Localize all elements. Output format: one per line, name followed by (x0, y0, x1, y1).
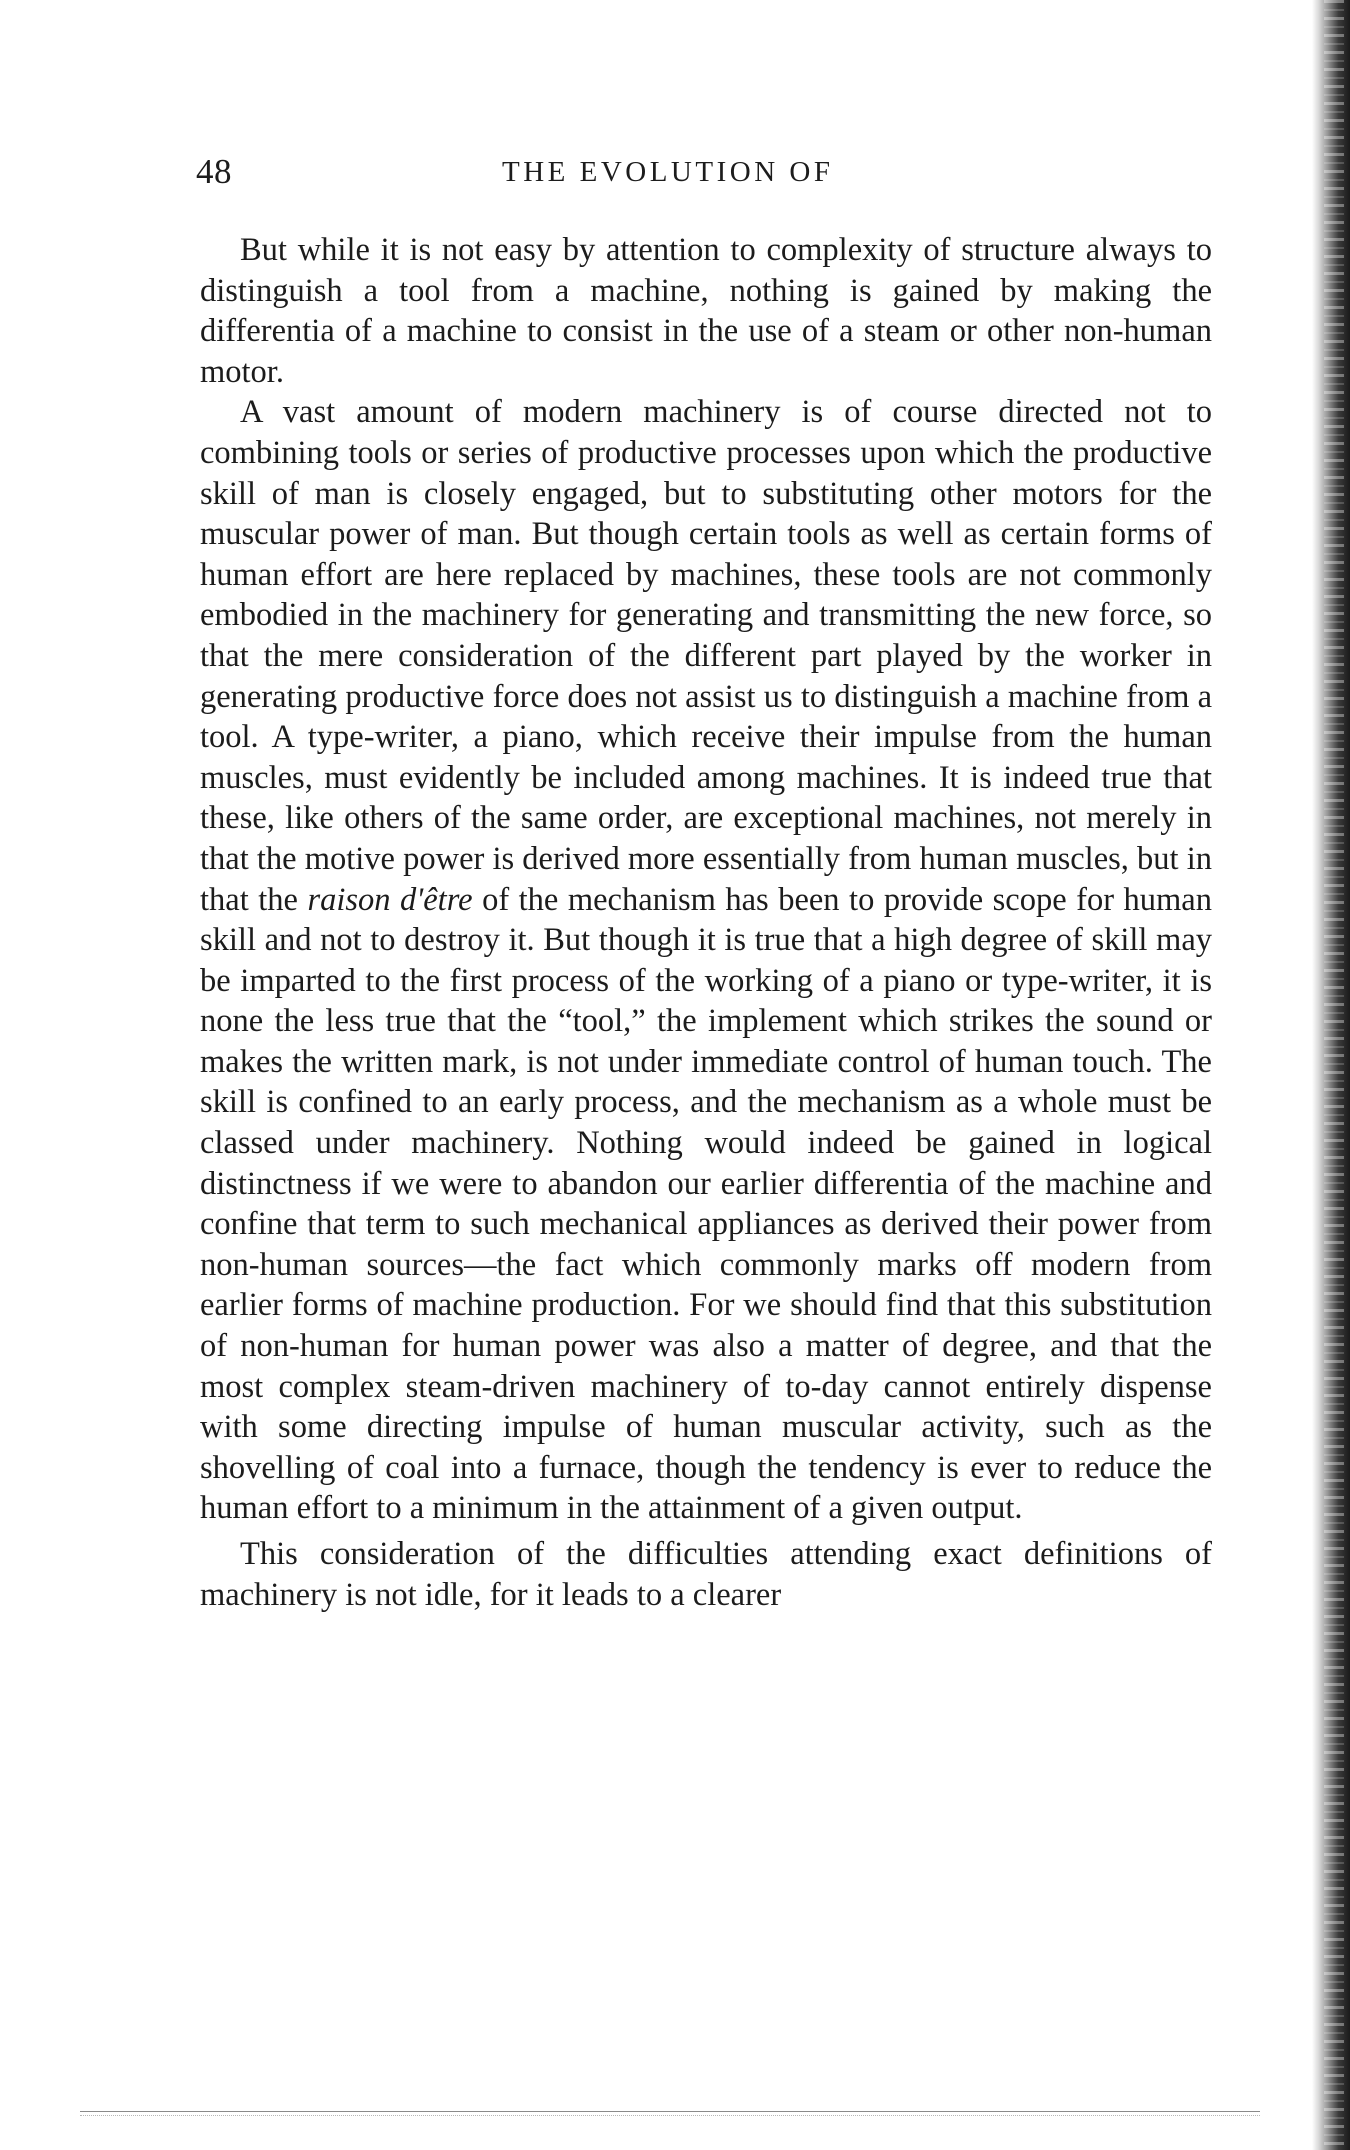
paragraph-2-part-2: of the mechanism has been to provide scope for human skill and not to destroy it. But though it is true that a high degree of skill may be imparted to the first process of the working of a piano or type-writer, it is none the less true that the “tool,” the implement which strikes the sound or makes the written mark, is not under immediate control of human touch. The skill is confined to an early process, and the mechanism as a whole must be classed under machinery. Nothing would indeed be gained in logical distinctness if we were to abandon our earlier differentia of the machine and confine that term to such mechanical appliances as derived their power from non-human sources—the fact which commonly marks off modern from earlier forms of machine production. For we should find that this substitution of non-human for human power was also a matter of degree, and that the most complex steam-driven machinery of to-day cannot entirely dispense with some directing impulse of human muscular activity, such as the shovelling of coal into a furnace, though the tendency is ever to reduce the human effort to a minimum in the attainment of a given output. (200, 881, 1212, 1527)
body-text (200, 230, 1212, 1615)
scanned-page-edge-texture (1324, 0, 1344, 2150)
bottom-scan-rule (80, 2111, 1260, 2112)
running-title: THE EVOLUTION OF (502, 156, 834, 188)
page-number: 48 (196, 152, 232, 191)
paragraph-3: This consideration of the difficulties attending exact definitions of machinery is not idle, for it leads to a clearer (200, 1536, 1212, 1613)
paragraph-2 (200, 392, 1212, 1529)
paragraph-2-part-1: A vast amount of modern machinery is of course directed not to combining tools or series of productive processes upon which the productive skill of man is closely engaged, but to substituting other motors for the muscular power of man. But though certain tools as well as certain forms of human effort are here replaced by machines, these tools are not commonly embodied in the machinery for generating and transmitting the new force, so that the mere consideration of the different part played by the worker in generating productive force does not assist us to distinguish a machine from a tool. A type-writer, a piano, which receive their impulse from the human muscles, must evidently be included among machines. It is indeed true that these, like others of the same order, are exceptional machines, not merely in that the motive power is derived more essentially from human muscles, but in that the (200, 394, 1212, 918)
page-header (196, 152, 1216, 202)
bottom-scan-rule-dots (80, 2115, 1260, 2116)
paragraph-1: But while it is not easy by attention to complexity of structure always to distinguish a tool from a machine, nothing is gained by making the differentia of a machine to consist in the use of a steam or other non-human motor. (200, 232, 1212, 390)
paragraph-2-italic-phrase: raison d'être (307, 881, 473, 918)
